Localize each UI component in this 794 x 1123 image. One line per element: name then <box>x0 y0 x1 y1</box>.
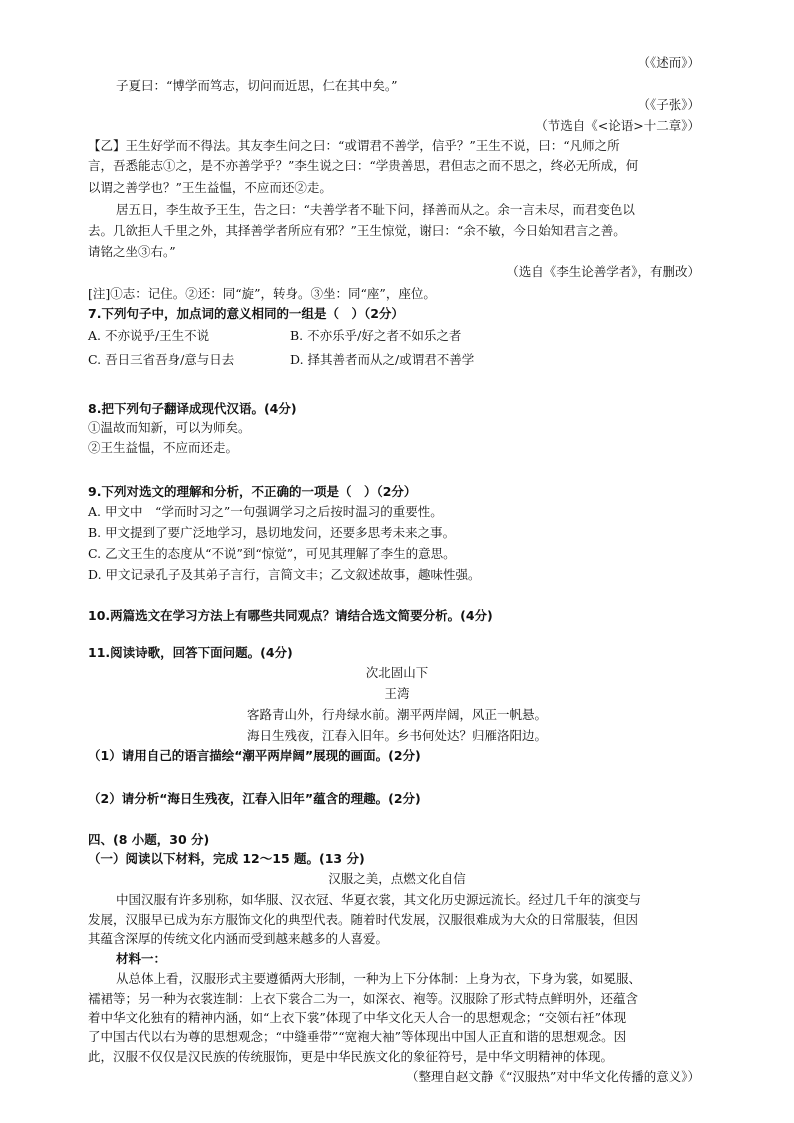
q7-stem: 7.下列句子中，加点词的意义相同的一组是（ ）（2分） <box>88 306 404 321</box>
q8-stem: 8.把下列句子翻译成现代汉语。(4分) <box>88 401 297 416</box>
material-1-line: 从总体上看，汉服形式主要遵循两大形制，一种为上下分体制：上身为衣，下身为裳，如冕服、 <box>116 971 642 986</box>
q7-option-c: C. 吾日三省吾身/意与日去 <box>88 352 235 367</box>
q10-stem: 10.两篇选文在学习方法上有哪些共同观点？请结合选文简要分析。(4分) <box>88 608 493 623</box>
material-1-source: （整理自赵文静《“汉服热”对中华文化传播的意义》） <box>405 1069 700 1084</box>
q9-option-a: A. 甲文中 “学而时习之”一句强调学习之后按时温习的重要性。 <box>88 504 443 519</box>
section-4-part-1: （一）阅读以下材料，完成 12～15 题。(13 分) <box>88 851 365 866</box>
article-intro-line: 中国汉服有许多别称，如华服、汉衣冠、华夏衣裳，其文化历史源远流长。经过几千年的演变与 <box>116 892 642 907</box>
passage-b-line: 去。几欲拒人千里之外，其择善学者所应有邪？”王生惊觉，谢曰：“余不敏，今日始知君言之善。 <box>88 223 626 238</box>
q11-sub-1: （1）请用自己的语言描绘“潮平两岸阔”展现的画面。(2分) <box>88 748 421 763</box>
q9-option-d: D. 甲文记录孔子及其弟子言行，言简文丰；乙文叙述故事，趣味性强。 <box>88 567 481 582</box>
article-intro-line: 其蕴含深厚的传统文化内涵而受到越来越多的人喜爱。 <box>88 931 389 946</box>
q9-stem: 9.下列对选文的理解和分析，不正确的一项是（ ）（2分） <box>88 484 417 499</box>
passage-b-line: 居五日，李生故予王生，告之曰：“夫善学者不耻下问，择善而从之。余一言未尽，而君变色以 <box>116 202 635 217</box>
poem-title: 次北固山下 <box>365 665 429 680</box>
passage-b-line: 以谓之善学也？”王生益愠，不应而还②走。 <box>88 180 332 195</box>
poem-line: 海日生残夜，江春入旧年。乡书何处达？归雁洛阳边。 <box>246 728 547 743</box>
material-1-line: 襦裙等；另一种为衣裳连制：上衣下裳合二为一，如深衣、袍等。汉服除了形式特点鲜明外，还蕴含 <box>88 991 639 1006</box>
quote-zixia: 子夏曰：“博学而笃志，切问而近思，仁在其中矣。” <box>116 78 398 93</box>
material-1-line: 着中华文化独有的精神内涵，如“上衣下裳”体现了中华文化天人合一的思想观念；“交领右衽”体现 <box>88 1010 627 1025</box>
q8-sentence-2: ②王生益愠，不应而还走。 <box>88 440 239 455</box>
article-title: 汉服之美，点燃文化自信 <box>328 871 466 886</box>
material-1-line: 此，汉服不仅仅是汉民族的传统服饰，更是中华民族文化的象征符号，是中华文明精神的体现。 <box>88 1049 614 1064</box>
q11-stem: 11.阅读诗歌，回答下面问题。(4分) <box>88 645 293 660</box>
source-zizhang: （《子张》） <box>637 97 700 112</box>
q9-option-b: B. 甲文提到了要广泛地学习，恳切地发问，还要多思考未来之事。 <box>88 525 456 540</box>
q11-sub-2: （2）请分析“海日生残夜，江春入旧年”蕴含的理趣。(2分) <box>88 791 421 806</box>
section-4-heading: 四、(8 小题，30 分) <box>88 832 210 847</box>
q7-option-b: B. 不亦乐乎/好之者不如乐之者 <box>290 328 462 343</box>
source-shuer: （《述而》） <box>637 55 700 70</box>
poem-author: 王湾 <box>384 686 410 701</box>
passage-b-line: 【乙】王生好学而不得法。其友李生问之曰：“或谓君不善学，信乎？”王生不说，曰：“凡师之所 <box>88 138 620 153</box>
source-lunyu: （节选自《<论语>十二章》） <box>535 118 700 133</box>
passage-b-note: [注]①志：记住。②还：同“旋”，转身。③坐：同“座”，座位。 <box>88 286 436 301</box>
poem-line: 客路青山外，行舟绿水前。潮平两岸阔，风正一帆悬。 <box>246 707 547 722</box>
q9-option-c: C. 乙文王生的态度从“不说”到“惊觉”，可见其理解了李生的意思。 <box>88 546 456 561</box>
passage-b-source: （选自《李生论善学者》，有删改） <box>506 264 700 279</box>
q8-sentence-1: ①温故而知新，可以为师矣。 <box>88 420 251 435</box>
passage-b-line: 言，吾悉能志①之，是不亦善学乎？”李生说之曰：“学贵善思，君但志之而不思之，终必无所成，何 <box>88 158 639 173</box>
passage-b-line: 请铭之坐③右。” <box>88 244 176 259</box>
q7-option-d: D. 择其善者而从之/或谓君不善学 <box>290 352 475 367</box>
q7-option-a: A. 不亦说乎/王生不说 <box>88 328 210 343</box>
article-intro-line: 发展，汉服早已成为东方服饰文化的典型代表。随着时代发展，汉服很难成为大众的日常服装，但因 <box>88 912 639 927</box>
material-1-line: 了中国古代以右为尊的思想观念；“中缝垂带”“宽袍大袖”等体现出中国人正直和谐的思想观念。因 <box>88 1029 627 1044</box>
material-1-label: 材料一： <box>116 951 167 966</box>
